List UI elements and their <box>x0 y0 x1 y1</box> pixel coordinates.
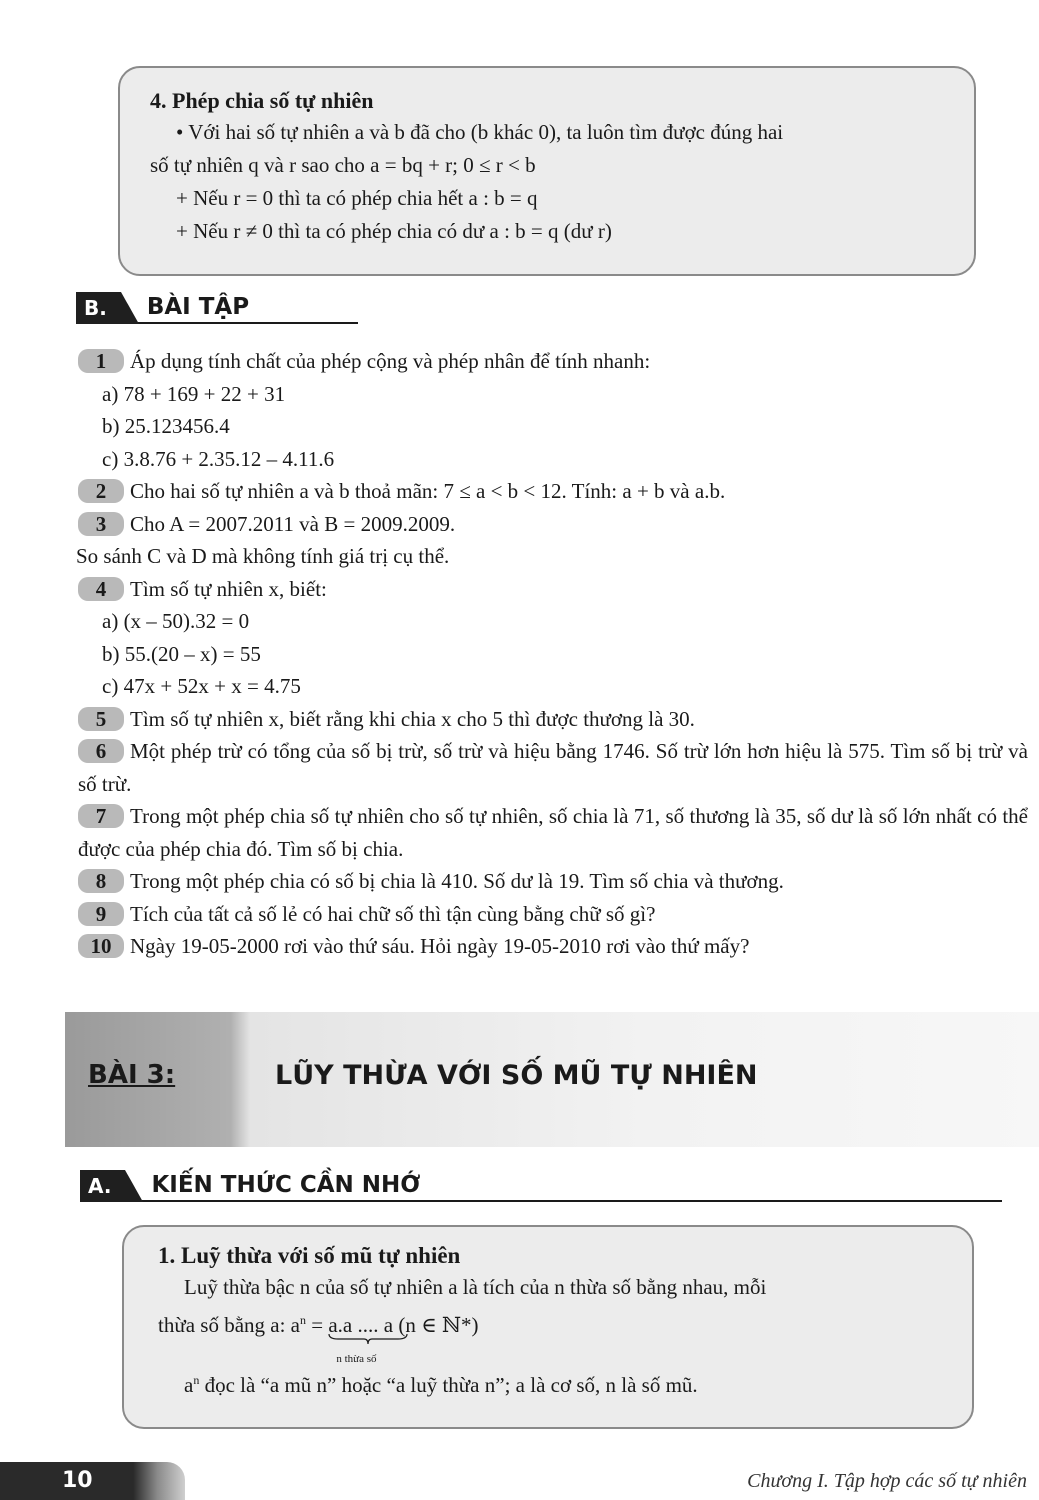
theory-box-division <box>118 66 976 276</box>
exercise-9 <box>78 898 1028 931</box>
exercise-8 <box>78 865 1028 898</box>
exercise-5 <box>78 703 1028 736</box>
exercise-number: 7 <box>78 804 124 828</box>
section-tag: A. <box>80 1170 125 1202</box>
theory-box-power <box>122 1225 974 1429</box>
exercise-text: So sánh C và D mà không tính giá trị cụ thể. <box>76 544 450 568</box>
exercise-3 <box>78 508 1028 541</box>
exercise-number: 9 <box>78 902 124 926</box>
box-text: số tự nhiên q và r sao cho a = bq + r; 0 ≤ r < b <box>150 153 536 177</box>
box-text: + Nếu r ≠ 0 thì ta có phép chia có dư a : b = q (dư r) <box>176 219 612 243</box>
exercise-part: c) 3.8.76 + 2.35.12 – 4.11.6 <box>102 446 335 471</box>
exercise-number: 4 <box>78 577 124 601</box>
box-title: 1. Luỹ thừa với số mũ tự nhiên <box>158 1243 461 1268</box>
exercise-part: a) 78 + 169 + 22 + 31 <box>102 381 286 406</box>
box-title: 4. Phép chia số tự nhiên <box>150 88 374 113</box>
exercise-text: Áp dụng tính chất của phép cộng và phép nhân để tính nhanh: <box>130 349 651 373</box>
exercise-part: b) 55.(20 – x) = 55 <box>102 641 261 666</box>
chapter-title: Chương I. Tập hợp các số tự nhiên <box>747 1470 1027 1492</box>
exercise-7 <box>78 800 1028 865</box>
exercise-4 <box>78 573 1028 606</box>
exercise-part: a) (x – 50).32 = 0 <box>102 609 250 633</box>
exercise-part: c) 47x + 52x + x = 4.75 <box>102 674 301 698</box>
exercise-text: Trong một phép chia có số bị chia là 410. Số dư là 19. Tìm số chia và thương. <box>130 869 784 893</box>
lesson-title: LŨY THỪA VỚI SỐ MŨ TỰ NHIÊN <box>275 1060 758 1091</box>
exponent: n <box>300 1313 307 1327</box>
lesson-number: BÀI 3: <box>88 1060 176 1090</box>
section-title: KIẾN THỨC CẦN NHỚ <box>125 1170 1002 1202</box>
exercise-text: Cho hai số tự nhiên a và b thoả mãn: 7 ≤ a < b < 12. Tính: a + b và a.b. <box>130 479 726 503</box>
box-text: • Với hai số tự nhiên a và b đã cho (b khác 0), ta luôn tìm được đúng hai <box>176 120 784 144</box>
exercise-list <box>78 345 1028 963</box>
section-tag: B. <box>76 292 121 324</box>
exercise-text: Tìm số tự nhiên x, biết: <box>130 576 327 601</box>
exercise-number: 1 <box>78 349 124 373</box>
exercise-10 <box>78 930 1028 963</box>
exercise-text: Tích của tất cả số lẻ có hai chữ số thì tận cùng bằng chữ số gì? <box>130 901 656 926</box>
box-text: $a^n$ đọc là “a mũ n” hoặc “a luỹ thừa n”; a là cơ số, n là số mũ. <box>184 1373 698 1397</box>
exercise-6 <box>78 735 1028 800</box>
section-b-header <box>76 292 358 324</box>
section-title: BÀI TẬP <box>121 292 358 324</box>
exercise-2 <box>78 475 1028 508</box>
exercise-text: Tìm số tự nhiên x, biết rằng khi chia x cho 5 thì được thương là 30. <box>130 706 695 731</box>
exercise-number: 6 <box>78 739 124 763</box>
exercise-1 <box>78 345 1028 378</box>
exercise-number: 2 <box>78 479 124 503</box>
exercise-text: Ngày 19-05-2000 rơi vào thứ sáu. Hỏi ngày 19-05-2010 rơi vào thứ mấy? <box>130 934 750 958</box>
exercise-number: 8 <box>78 869 124 893</box>
exercise-number: 3 <box>78 512 124 536</box>
exercise-part: b) 25.123456.4 <box>102 414 230 438</box>
page-number: 10 <box>62 1468 93 1493</box>
exercise-text: Trong một phép chia số tự nhiên cho số tự nhiên, số chia là 71, số thương là 35, số dư là số lớn nhất có thể được của phép chia đó. Tìm số bị chia. <box>78 804 1028 861</box>
product-underbrace: a.a .... a n thừa số <box>328 1309 393 1342</box>
power-definition: thừa số bằng a: $a^n = a.a$ .... a n thừa số (n ∈ ℕ*) <box>158 1304 946 1342</box>
exercise-number: 5 <box>78 707 124 731</box>
box-text: + Nếu r = 0 thì ta có phép chia hết a : b = q <box>176 186 538 210</box>
section-a-header <box>80 1170 1002 1202</box>
exercise-text: Một phép trừ có tổng của số bị trừ, số trừ và hiệu bằng 1746. Số trừ lớn hơn hiệu là 575. Tìm số bị trừ và số trừ. <box>78 739 1028 796</box>
brace-label: n thừa số <box>336 1353 377 1365</box>
exponent: n <box>193 1373 200 1387</box>
exercise-number: 10 <box>78 934 124 958</box>
exercise-text: Cho A = 2007.2011 và B = 2009.2009. <box>130 511 456 536</box>
box-text: Luỹ thừa bậc n của số tự nhiên a là tích của n thừa số bằng nhau, mỗi <box>184 1275 767 1299</box>
